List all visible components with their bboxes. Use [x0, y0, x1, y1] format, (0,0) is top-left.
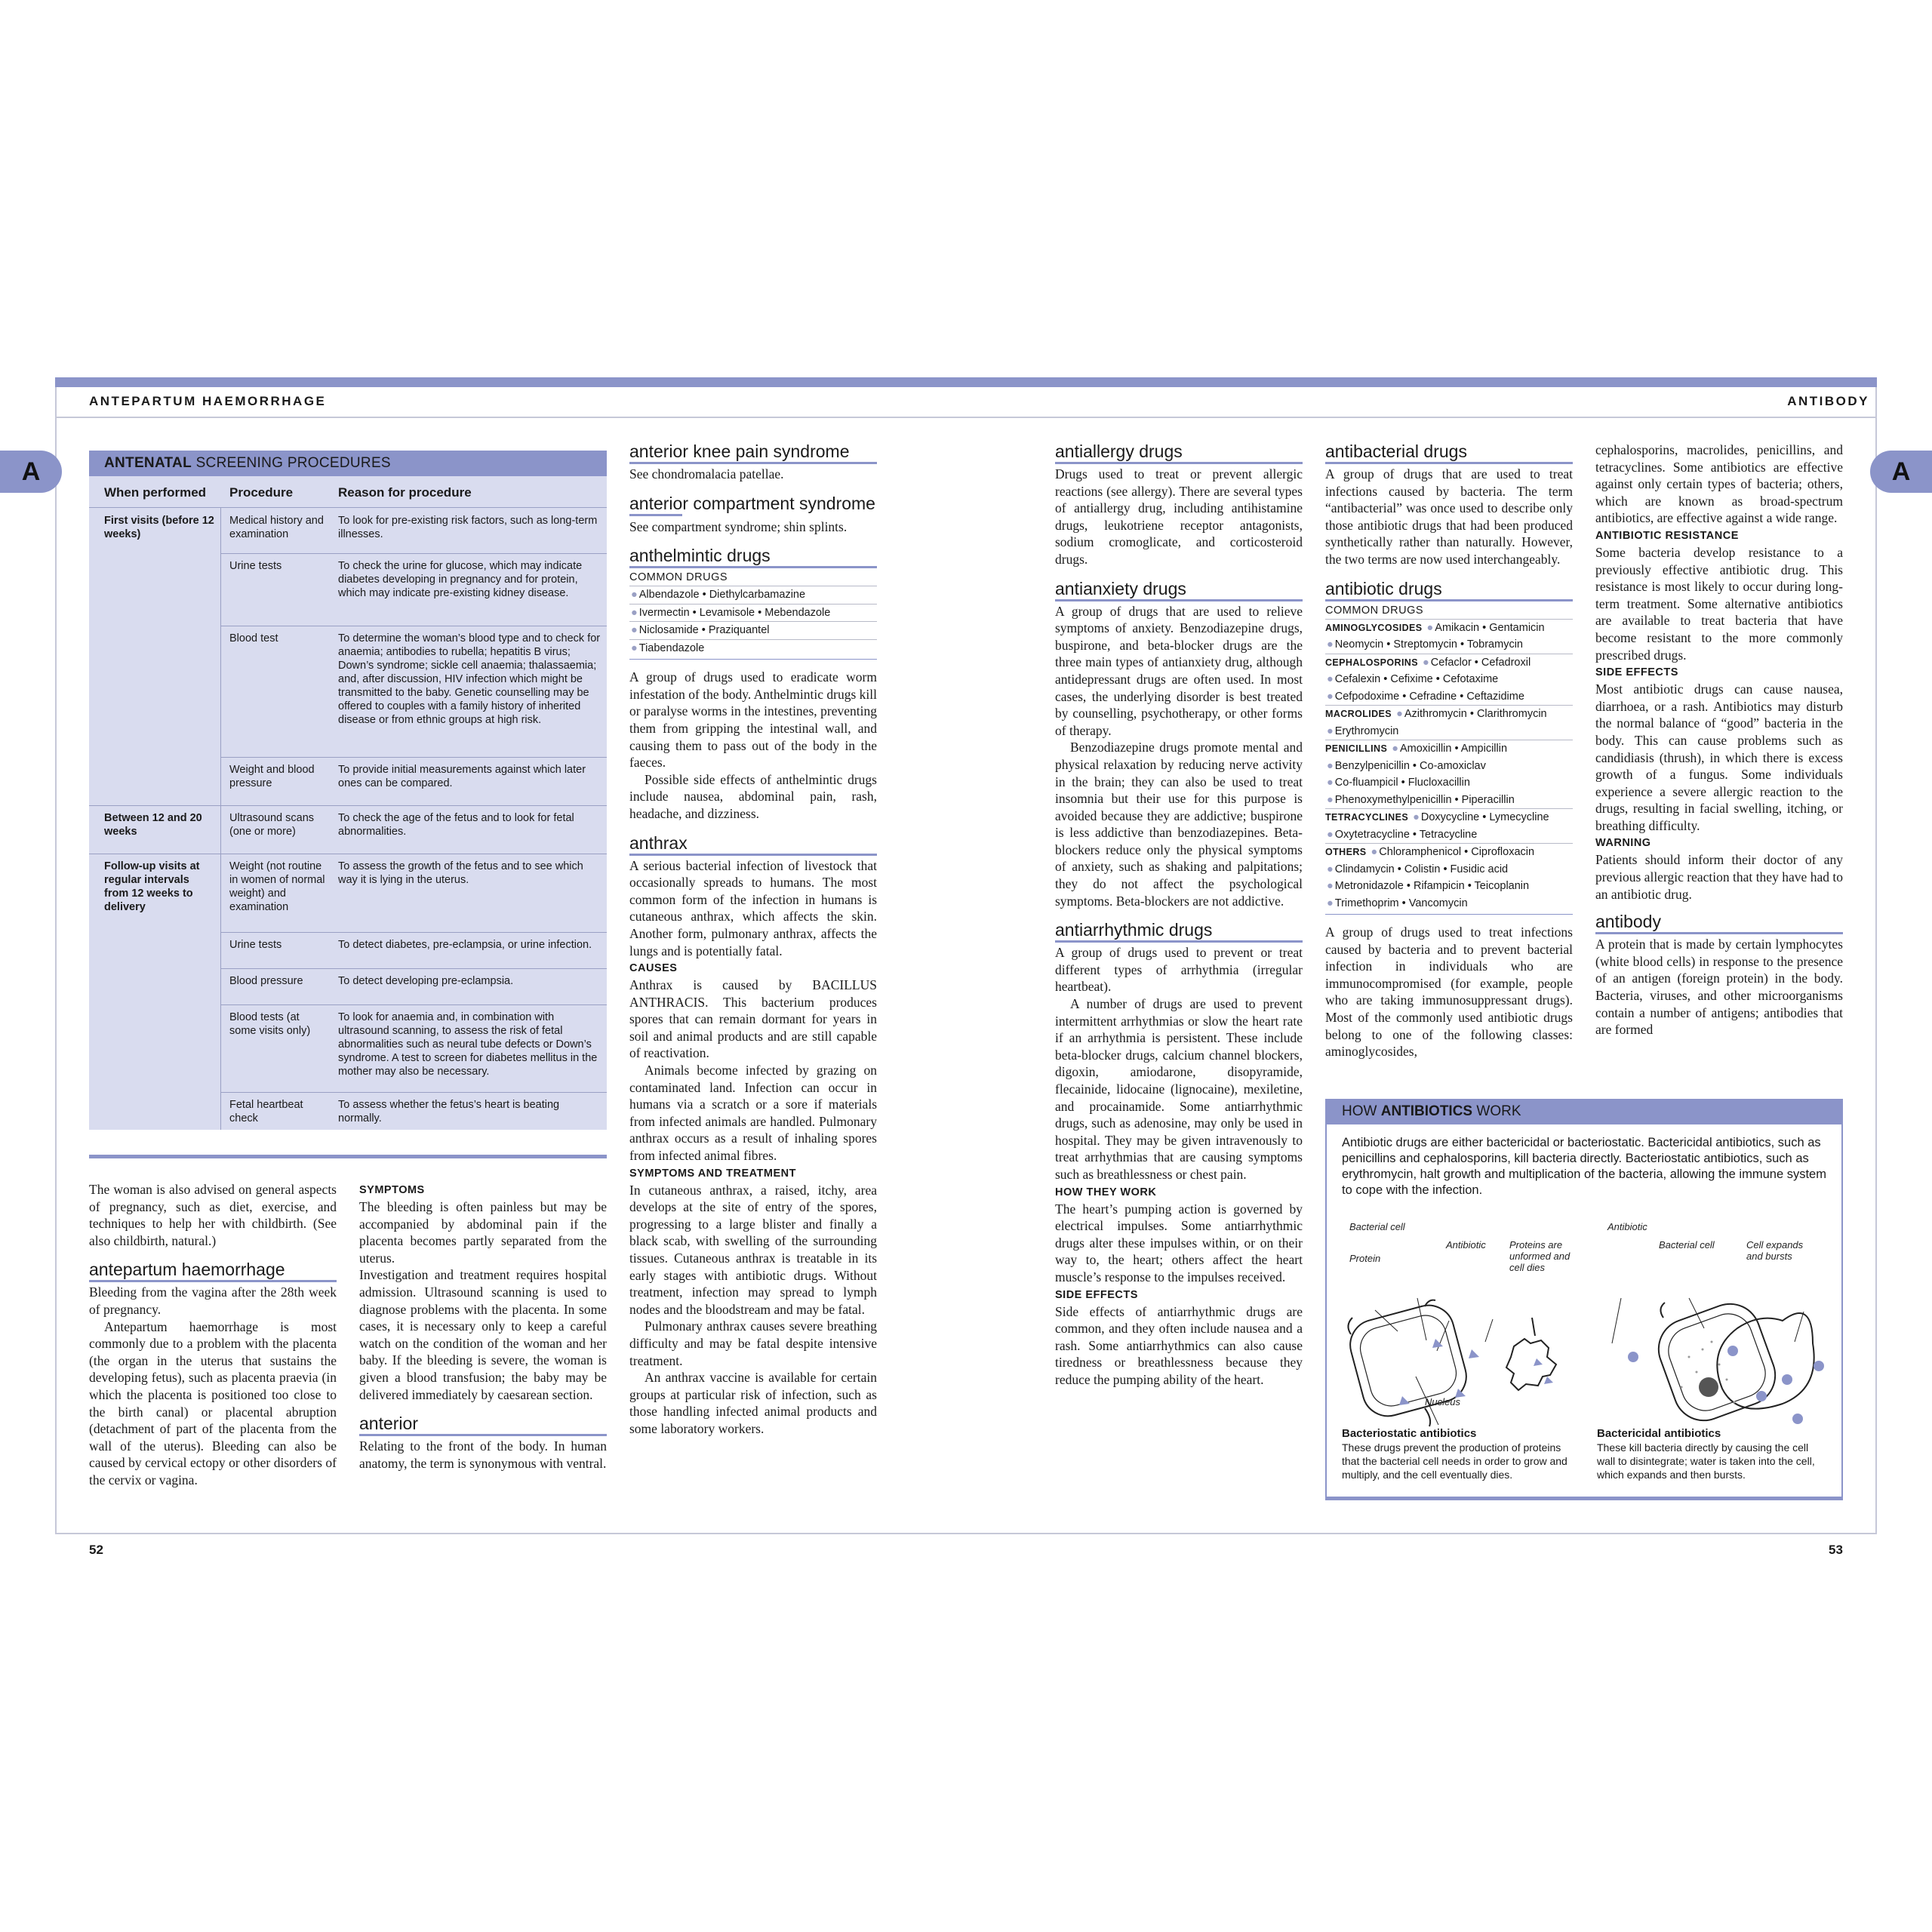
paragraph: A group of drugs used to eradicate worm infestation of the body. Anthelmintic drugs kill or paralyse worms in the intestines, preventing them from gripping the intestinal wall, and causing them to pass out of the body in the faeces.	[629, 669, 877, 771]
subheading: CAUSES	[629, 962, 678, 975]
paragraph: Benzodiazepine drugs promote mental and physical relaxation by reducing nerve activity in the brain; they can also be used to treat insomnia but their use for this purpose is avoided because they are addictive; buspirone is less addictive than benzodiazepines. Beta-blockers reduce only the physical symptoms of anxiety, such as shaking and palpitations; they do not affect the psychological symptoms. Beta-blockers are not addictive.	[1055, 740, 1303, 909]
table-row: First visits (before 12 weeks) Medical history and examination To look for pre-existing risk factors, such as long-term illnesses.	[104, 515, 598, 540]
list-item: MACROLIDES ● Azithromycin • Clarithromycin ● Erythromycin	[1325, 706, 1573, 740]
label-antibiotic-2: Antibiotic	[1607, 1221, 1647, 1232]
table-title: ANTENATAL SCREENING PROCEDURES	[89, 451, 607, 476]
table-row: Fetal heartbeat check To assess whether the fetus’s heart is beating normally.	[229, 1099, 560, 1124]
entry-heading: antiarrhythmic drugs	[1055, 920, 1303, 943]
subheading: SYMPTOMS	[359, 1184, 425, 1196]
paragraph: Possible side effects of anthelmintic drugs include nausea, abdominal pain, rash, headache, and dizziness.	[629, 771, 877, 821]
list-item: ● Albendazole • Diethylcarbamazine	[629, 586, 877, 605]
list-item: CEPHALOSPORINS ● Cefaclor • Cefadroxil ● Cefalexin • Cefixime • Cefotaxime ● Cefpodoxime • Cefradine • Ceftazidime	[1325, 654, 1573, 706]
list-item: ● Ivermectin • Levamisole • Mebendazole	[629, 605, 877, 623]
list-item: ● Niclosamide • Praziquantel	[629, 622, 877, 640]
column-3	[629, 441, 877, 1438]
table-row: Blood tests (at some visits only) To look for anaemia and, in combination with ultrasound scanning, to assess the risk of fetal abnormalities such as neural tube defects or Down’s syndrome. A test to screen for diabetes mellitus in the mother may also be necessary.	[229, 1011, 598, 1078]
table-row: Weight and blood pressure To provide initial measurements against which later ones can be compared.	[229, 764, 586, 789]
paragraph: A number of drugs are used to prevent intermittent arrhythmias or slow the heart rate if an arrhythmia is persistent. These include beta-blocker drugs, calcium channel blockers, digoxin, amiodarone, disopyramide, flecainide, lidocaine (lignocaine), mexiletine, and procainamide. Some antiarrhythmic drugs, such as adenosine, may only be used in hospital. They may be given intravenously to treat arrhythmias that are causing symptoms such as breathlessness or chest pain.	[1055, 996, 1303, 1182]
subheading: COMMON DRUGS	[629, 570, 877, 586]
column-5	[1325, 441, 1573, 1060]
column-4	[1055, 441, 1303, 1389]
subheading: ANTIBIOTIC RESISTANCE	[1595, 529, 1739, 542]
caption-bacteriostatic: Bacteriostatic antibiotics These drugs prevent the production of proteins that the bacterial cell needs in order to grow and multiply, and the cell eventually dies.	[1342, 1427, 1567, 1481]
table-row: Urine tests To detect diabetes, pre-eclampsia, or urine infection.	[229, 939, 592, 951]
header-rule	[55, 417, 1877, 418]
paragraph: Animals become infected by grazing on contaminated land. Infection can occur in humans via a scratch or a sore if materials from infected animals are handled. Pulmonary anthrax occurs as a result of inhaling spores from infected animal fibres.	[629, 1063, 877, 1164]
paragraph: The woman is also advised on general aspects of pregnancy, such as diet, exercise, and techniques to help her with childbirth. (See also childbirth, natural.)	[89, 1182, 337, 1248]
label-cell-expands: Cell expands and bursts	[1746, 1239, 1804, 1262]
paragraph: A protein that is made by certain lymphocytes (white blood cells) in response to the presence of an antigen (foreign protein) in the body. Bacteria, viruses, and other microorganisms contain a number of antigens; antibodies that are formed	[1595, 937, 1843, 1038]
entry-heading: antianxiety drugs	[1055, 579, 1303, 601]
subheading: SIDE EFFECTS	[1055, 1288, 1138, 1301]
column-2	[359, 1181, 607, 1472]
list-item: ● Tiabendazole	[631, 641, 705, 654]
entry-heading: anterior compartment syndrome	[629, 493, 875, 513]
subheading: HOW THEY WORK	[1055, 1186, 1157, 1198]
paragraph: Antepartum haemorrhage is most commonly due to a problem with the placenta (the organ in the uterus that sustains the developing fetus), such as placenta praevia (in which the placenta is positioned too close to the birth canal) or placental abruption (detachment of part of the placenta from the wall of the uterus). Bleeding can also be caused by cervical ectopy or other disorders of the cervix or vagina.	[89, 1318, 337, 1487]
entry-heading: anterior knee pain syndrome	[629, 441, 877, 464]
paragraph: See compartment syndrome; shin splints.	[629, 518, 848, 534]
column-6	[1595, 441, 1843, 1038]
paragraph: A group of drugs used to treat infections caused by bacteria and to prevent bacterial infection in individuals who are immunocompromised (for example, people who are taking immunosuppressant drugs). Most of the commonly used antibiotic drugs belong to one of the following classes: aminoglycosides,	[1325, 924, 1573, 1060]
page-number-right: 53	[1829, 1543, 1843, 1557]
entry-heading: anthrax	[629, 833, 877, 856]
paragraph: Some bacteria develop resistance to a previously effective antibiotic drug. This resistance is most likely to occur during long-term treatment. Some alternative antibiotics are available to treat bacteria that have become resistant to the more commonly prescribed drugs.	[1595, 544, 1843, 663]
list-item: OTHERS ● Chloramphenicol • Ciprofloxacin ● Clindamycin • Colistin • Fusidic acid ● Metronidazole • Rifampicin • Teicoplanin ● Trimethoprim • Vancomycin	[1325, 846, 1535, 909]
label-nucleus: Nucleus	[1425, 1396, 1460, 1407]
paragraph: A serious bacterial infection of livestock that occasionally spreads to humans. The most common form of the infection in humans is cutaneous anthrax, which affects the skin. Another form, pulmonary anthrax, affects the lungs and is potentially fatal.	[629, 857, 877, 958]
paragraph: Pulmonary anthrax causes severe breathing difficulty and may be fatal despite intensive treatment.	[629, 1318, 877, 1368]
paragraph: An anthrax vaccine is available for certain groups at particular risk of infection, such as those handling infected animal products and some laboratory workers.	[629, 1370, 877, 1436]
thumb-tab-right: A	[1870, 451, 1932, 493]
antibiotics-diagram-box	[1325, 1099, 1843, 1500]
paragraph: Relating to the front of the body. In human anatomy, the term is synonymous with ventral.	[359, 1438, 607, 1471]
entry-heading: antibody	[1595, 912, 1843, 934]
list-item: TETRACYCLINES ● Doxycycline • Lymecycline ● Oxytetracycline • Tetracycline	[1325, 809, 1573, 844]
label-bacterial-cell: Bacterial cell	[1349, 1221, 1405, 1232]
subheading: COMMON DRUGS	[1325, 603, 1573, 620]
paragraph: Patients should inform their doctor of any previous allergic reaction that they have had to an antibiotic drug.	[1595, 852, 1843, 902]
drug-list	[629, 586, 877, 657]
table-row: Urine tests To check the urine for glucose, which may indicate diabetes developing in pregnancy and for protein, which may indicate pre-existing kidney disease.	[229, 560, 583, 599]
column-1	[89, 1181, 337, 1489]
entry-heading: antiallergy drugs	[1055, 441, 1303, 464]
running-head-right: ANTIBODY	[1787, 394, 1869, 408]
paragraph: Side effects of antiarrhythmic drugs are common, and they often include nausea and a rash. Some antiarrhythmics can also cause tiredness or breathlessness because they reduce the pumping ability of the heart.	[1055, 1303, 1303, 1387]
table-body	[89, 508, 607, 1130]
paragraph: Investigation and treatment requires hospital admission. Ultrasound scanning is used to diagnose problems with the placenta. In some cases, it is necessary only to keep a careful watch on the condition of the woman and her baby. If the bleeding is severe, the woman is given a blood transfusion; the baby may be delivered immediately by caesarean section.	[359, 1267, 607, 1402]
label-bacterial-cell-2: Bacterial cell	[1659, 1239, 1715, 1251]
list-item: AMINOGLYCOSIDES ● Amikacin • Gentamicin ● Neomycin • Streptomycin • Tobramycin	[1325, 620, 1573, 654]
label-proteins-unformed: Proteins are unformed and cell dies	[1509, 1239, 1571, 1273]
paragraph: Drugs used to treat or prevent allergic reactions (see allergy). There are several types of antiallergy drug, including antihistamine drugs, leukotriene receptor antagonists, sodium cromoglicate, and corticosteroid drugs.	[1055, 466, 1303, 567]
subheading: SIDE EFFECTS	[1595, 666, 1678, 679]
table-header-row: When performed Procedure Reason for procedure	[89, 476, 607, 508]
paragraph: Most antibiotic drugs can cause nausea, diarrhoea, or a rash. Antibiotics may disturb the normal balance of “good” bacteria in the body. This can cause problems such as candidiasis (thrush), in which there is excess growth of a fungus. Some individuals experience a severe allergic reaction to the drugs, resulting in facial swelling, itching, or breathing difficulty.	[1595, 681, 1843, 833]
subheading: WARNING	[1595, 837, 1651, 850]
entry-heading: antepartum haemorrhage	[89, 1260, 337, 1282]
table-row: Follow-up visits at regular intervals from 12 weeks to delivery Weight (not routine in women of normal weight) and examination To assess the growth of the fetus and to see which way it is lying in the uterus.	[104, 860, 583, 913]
paragraph: In cutaneous anthrax, a raised, itchy, area develops at the site of entry of the spores, progressing to a large blister and finally a black scab, with swelling of the surrounding tissues. Cutaneous anthrax is treatable in its early stages with antibiotic drugs. Without treatment, infection may spread to lymph nodes and the bloodstream and may be fatal.	[629, 1182, 877, 1317]
subheading: SYMPTOMS AND TREATMENT	[629, 1167, 796, 1180]
label-antibiotic: Antibiotic	[1446, 1239, 1486, 1251]
top-color-bar	[55, 377, 1877, 387]
paragraph: A group of drugs that are used to relieve symptoms of anxiety. Benzodiazepine drugs, buspirone, and beta-blocker drugs are the three main types of antianxiety drug, although antidepressant drugs are often used. In most cases, the underlying disorder is best treated by counselling, psychotherapy, or other forms of therapy.	[1055, 603, 1303, 738]
diagram-intro: Antibiotic drugs are either bactericidal or bacteriostatic. Bactericidal antibiotics, such as penicillins and cephalosporins, kill bacteria directly. Bacteriostatic antibiotics, such as erythromycin, halt growth and multiplication of the bacteria, allowing the immune system to cope with the infection.	[1342, 1136, 1826, 1197]
paragraph: The heart’s pumping action is governed by electrical impulses. Some antiarrhythmic drugs alter these impulses within, or on their way to, the heart; others affect the heart muscle’s response to the impulses received.	[1055, 1201, 1303, 1284]
entry-heading: antibacterial drugs	[1325, 441, 1573, 464]
paragraph: See chondromalacia patellae.	[629, 466, 784, 481]
entry-heading: anterior	[359, 1414, 607, 1436]
paragraph: A group of drugs used to prevent or treat different types of arrhythmia (irregular heartbeat).	[1055, 945, 1303, 995]
antenatal-table	[89, 451, 607, 1158]
paragraph: The bleeding is often painless but may be accompanied by abdominal pain if the placenta becomes partly separated from the uterus.	[359, 1199, 607, 1266]
paragraph: Bleeding from the vagina after the 28th week of pregnancy.	[89, 1284, 337, 1317]
list-item: PENICILLINS ● Amoxicillin • Ampicillin ● Benzylpenicillin • Co-amoxiclav ● Co-fluampicil • Flucloxacillin ● Phenoxymethylpenicillin • Piperacillin	[1325, 740, 1573, 809]
paragraph: A group of drugs that are used to treat infections caused by bacteria. The term “antibacterial” was once used to describe only those antibiotic drugs that had been produced synthetically rather than naturally. However, the two terms are now used interchangeably.	[1325, 466, 1573, 567]
thumb-tab-left: A	[0, 451, 62, 493]
table-row: Blood pressure To detect developing pre-eclampsia.	[229, 975, 514, 987]
drug-list	[1325, 620, 1573, 912]
paragraph: Anthrax is caused by BACILLUS ANTHRACIS. This bacterium produces spores that can remain dormant for years in soil and animal products and are still capable of reactivation.	[629, 977, 877, 1061]
page-number-left: 52	[89, 1543, 103, 1557]
entry-heading: anthelmintic drugs	[629, 546, 877, 568]
label-protein: Protein	[1349, 1253, 1381, 1264]
caption-bactericidal: Bactericidal antibiotics These kill bacteria directly by causing the cell wall to disintegrate; water is taken into the cell, which expands and then bursts.	[1597, 1427, 1815, 1481]
paragraph: cephalosporins, macrolides, penicillins, and tetracyclines. Some antibiotics are effective against only certain types of bacteria; others, which are known as broad-spectrum antibiotics, are effective against a wide range.	[1595, 442, 1843, 526]
running-head-left: ANTEPARTUM HAEMORRHAGE	[89, 394, 327, 408]
table-row: Between 12 and 20 weeks Ultrasound scans (one or more) To check the age of the fetus and to look for fetal abnormalities.	[104, 812, 574, 838]
diagram-title: HOW ANTIBIOTICS WORK	[1327, 1100, 1841, 1124]
entry-heading: antibiotic drugs	[1325, 579, 1573, 601]
table-row: Blood test To determine the woman’s blood type and to check for anaemia; antibodies to rubella; hepatitis B virus; Down’s syndrome; sickle cell anaemia; thalassaemia; and, after discussion, HIV infection which might be transmitted to the baby. Genetic counselling may be offered to couples with a family history of inherited disease or from ethnic groups at high risk.	[229, 632, 601, 726]
